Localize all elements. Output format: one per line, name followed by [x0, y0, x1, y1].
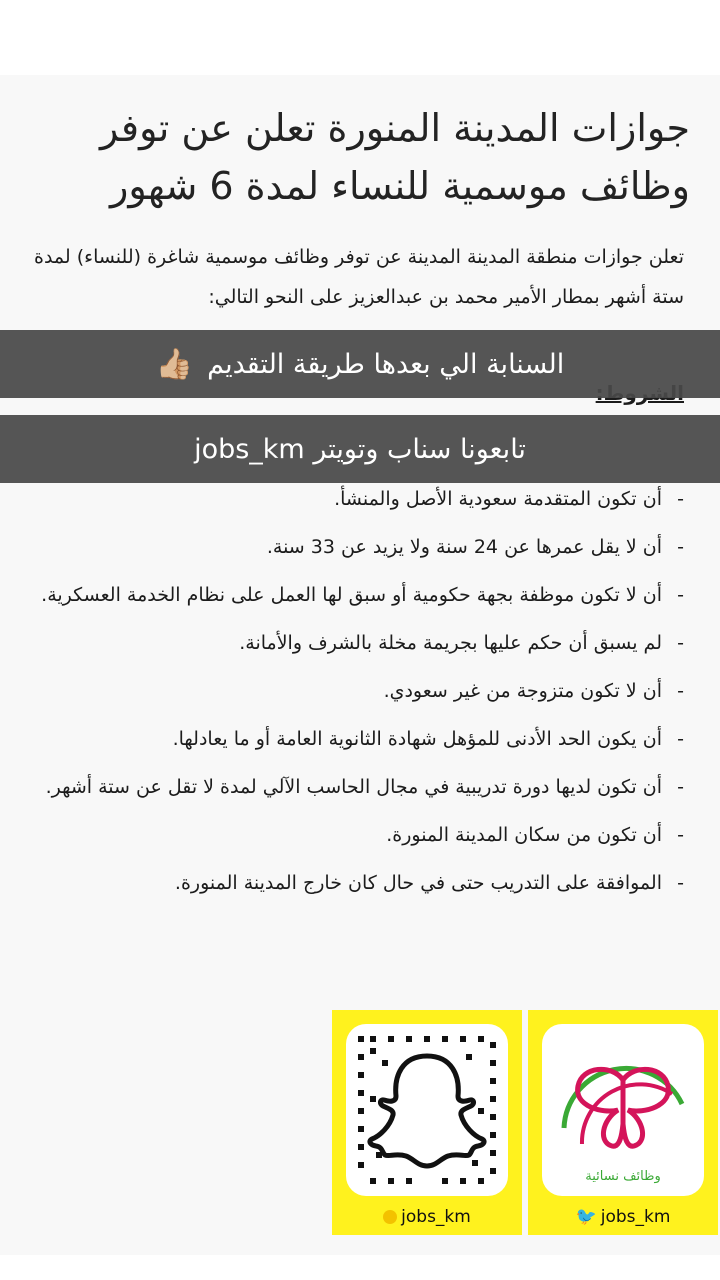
condition-text: لم يسبق أن حكم عليها بجريمة مخلة بالشرف والأمانة.: [239, 632, 662, 654]
bullet-dash: -: [677, 776, 684, 798]
article-title: جوازات المدينة المنورة تعلن عن توفر وظائف موسمية للنساء لمدة 6 شهور: [99, 106, 690, 208]
condition-text: أن لا تكون موظفة بجهة حكومية أو سبق لها العمل على نظام الخدمة العسكرية.: [41, 584, 662, 606]
banner-1-text: السنابة الي بعدها طريقة التقديم: [207, 348, 565, 380]
bullet-dash: -: [677, 536, 684, 558]
thumbs-up-icon: 👍🏼: [155, 346, 194, 382]
condition-text: أن لا يقل عمرها عن 24 سنة ولا يزيد عن 33 سنة.: [266, 536, 662, 558]
snapchat-ghost-icon: [354, 1032, 500, 1188]
snap-caption-banner-2: [0, 415, 720, 483]
snapchat-handle[interactable]: jobs_km: [332, 1207, 522, 1227]
condition-item: [24, 763, 684, 811]
condition-text: أن لا تكون متزوجة من غير سعودي.: [383, 680, 662, 702]
twitter-bird-icon: 🐦: [575, 1207, 597, 1227]
bullet-dash: -: [677, 680, 684, 702]
social-cards: [332, 1010, 720, 1235]
women-jobs-logo: [542, 1024, 704, 1196]
snapchat-small-icon: [383, 1210, 397, 1224]
snap-caption-banner-1: [0, 330, 720, 398]
bullet-dash: -: [677, 584, 684, 606]
bullet-dash: -: [677, 824, 684, 846]
condition-item: [24, 667, 684, 715]
snapcode: [346, 1024, 508, 1196]
condition-item: [24, 715, 684, 763]
brand-logo-frame: [542, 1024, 704, 1196]
bullet-dash: -: [677, 728, 684, 750]
condition-item: [24, 619, 684, 667]
condition-item: [24, 811, 684, 859]
conditions-list: [24, 475, 684, 907]
condition-text: أن تكون من سكان المدينة المنورة.: [386, 824, 662, 846]
condition-item: [24, 859, 684, 907]
twitter-card[interactable]: [528, 1010, 718, 1235]
condition-text: أن تكون المتقدمة سعودية الأصل والمنشأ.: [334, 488, 662, 510]
svg-text:وظائف نسائية: وظائف نسائية: [585, 1169, 661, 1184]
article-intro: تعلن جوازات منطقة المدينة المدينة عن توفر وظائف موسمية شاغرة (للنساء) لمدة ستة أشهر بمطار الأمير محمد بن عبدالعزيز على النحو التالي:: [33, 246, 684, 308]
snapchat-card[interactable]: [332, 1010, 522, 1235]
bullet-dash: -: [677, 632, 684, 654]
condition-text: أن تكون لديها دورة تدريبية في مجال الحاسب الآلي لمدة لا تقل عن ستة أشهر.: [45, 776, 662, 798]
condition-item: [24, 523, 684, 571]
banner-2-text: تابعونا سناب وتويتر jobs_km: [194, 433, 526, 465]
bullet-dash: -: [677, 872, 684, 894]
bullet-dash: -: [677, 488, 684, 510]
condition-text: أن يكون الحد الأدنى للمؤهل شهادة الثانوية العامة أو ما يعادلها.: [172, 728, 662, 750]
condition-text: الموافقة على التدريب حتى في حال كان خارج المدينة المنورة.: [174, 872, 662, 894]
twitter-handle[interactable]: 🐦 jobs_km: [575, 1207, 671, 1227]
condition-item: [24, 571, 684, 619]
